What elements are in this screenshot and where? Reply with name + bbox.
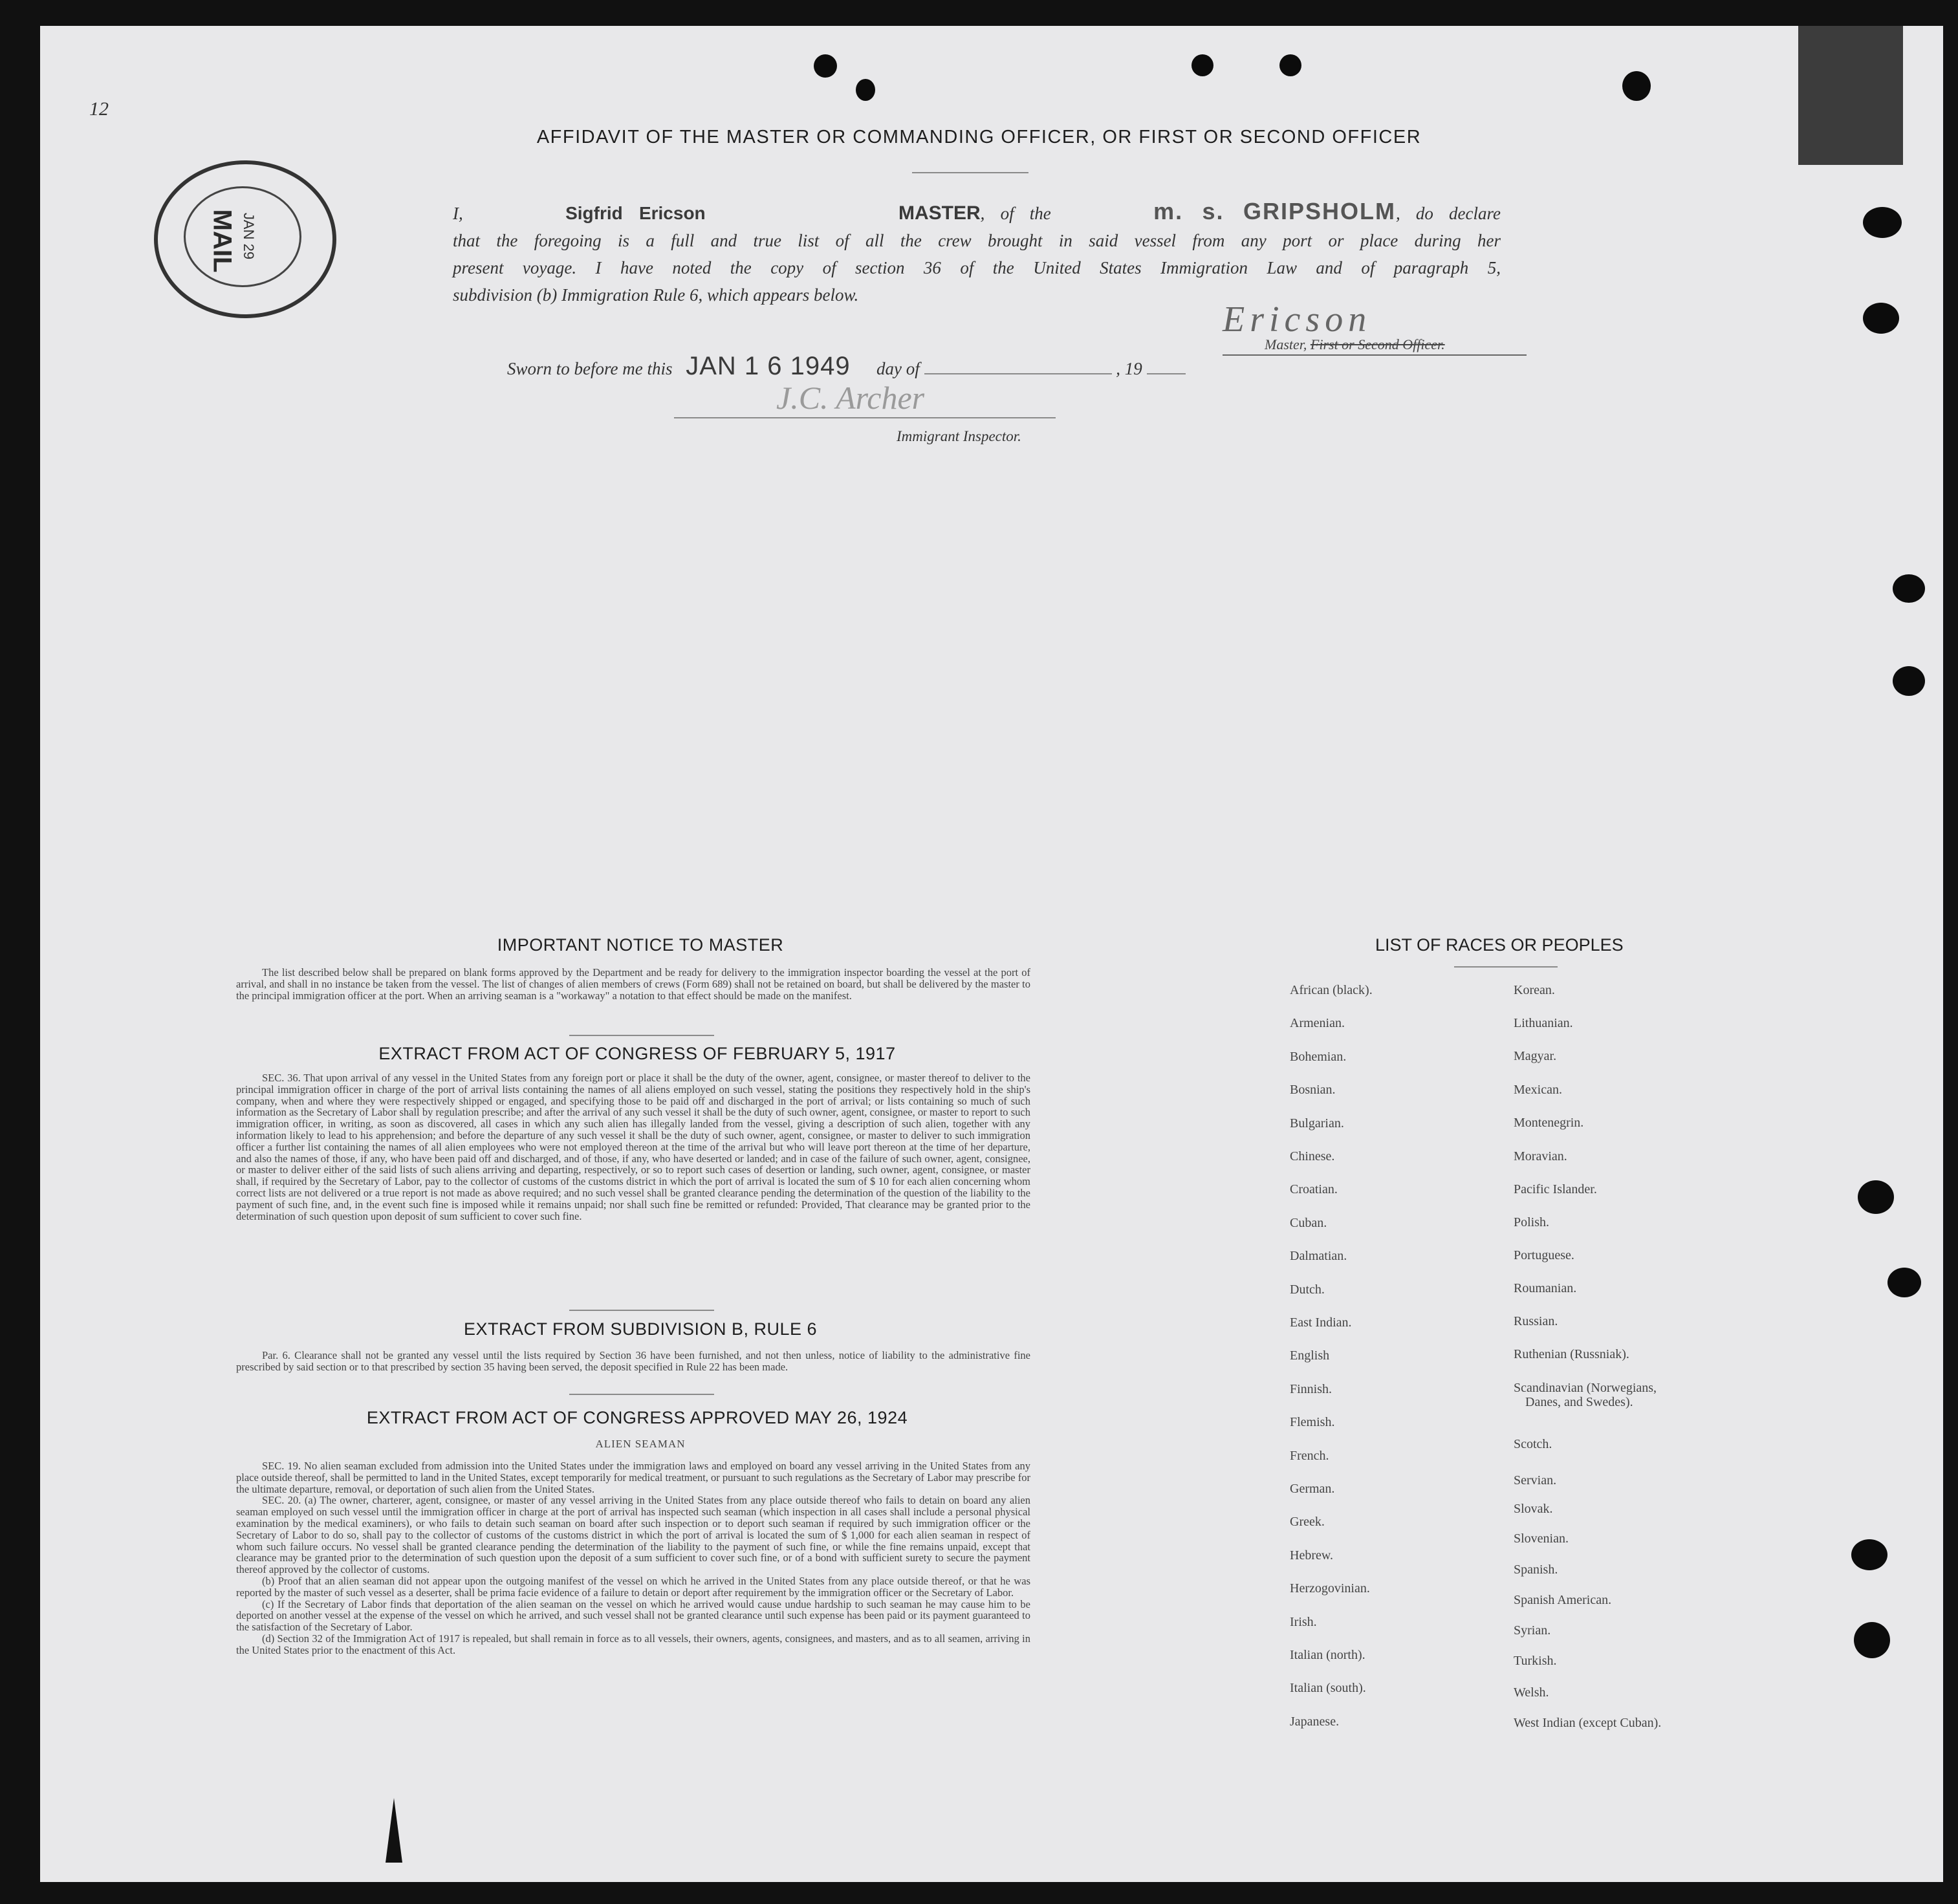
races-rule [1454, 966, 1558, 968]
race-item: Dutch. [1290, 1282, 1325, 1297]
race-item: Spanish. [1514, 1563, 1558, 1577]
signer-title-master: Master, [1265, 336, 1307, 352]
race-item: Moravian. [1514, 1149, 1567, 1163]
signer-title [1265, 336, 1445, 353]
race-item: Dalmatian. [1290, 1249, 1347, 1264]
vessel-stamp: m. s. GRIPSHOLM [1153, 198, 1396, 224]
race-item: Turkish. [1514, 1654, 1557, 1668]
line-prefix: I, [453, 204, 463, 223]
declaration-line-4: subdivision (b) Immigration Rule 6, which appears below. [453, 285, 859, 305]
declaration-block [453, 198, 1501, 308]
race-item: Bohemian. [1290, 1049, 1347, 1064]
declaration-line-1 [453, 198, 1501, 227]
punch-hole [1893, 574, 1925, 603]
race-item: Italian (south). [1290, 1681, 1366, 1696]
race-item: Servian. [1514, 1473, 1557, 1488]
punch-hole [1863, 207, 1902, 238]
affidavit-title: AFFIDAVIT OF THE MASTER OR COMMANDING OFFICER, OR FIRST OR SECOND OFFICER [536, 127, 1422, 147]
punch-hole [856, 79, 875, 101]
extract-1924-body [236, 1460, 1030, 1656]
inspector-title: Immigrant Inspector. [897, 428, 1021, 444]
race-item: West Indian (except Cuban). [1514, 1716, 1662, 1730]
year-prefix: , 19 [1116, 359, 1142, 378]
declaration-line-2: that the foregoing is a full and true list of all the crew brought in said vessel from any port or place during her [453, 231, 1501, 250]
stamp-date: JAN 29 [241, 212, 257, 260]
master-name: Sigfrid Ericson [565, 203, 706, 223]
race-item: Japanese. [1290, 1714, 1340, 1729]
race-item: Bulgarian. [1290, 1116, 1344, 1130]
race-item: Flemish. [1290, 1415, 1335, 1430]
notice-body: The list described below shall be prepared on blank forms approved by the Department and be ready for delivery to the immigration inspector boarding the vessel at the port of arrival, and shall in no instance be taken from the vessel. The list of changes of alien members of crews (Form 689) shall not be retained on board, but shall be delivered by the master to the principal immigration officer at the port. When an arriving seaman is a "workaway" a notation to that effect should be made on the manifest. [236, 966, 1030, 1002]
declaration-line-3: present voyage. I have noted the copy of section 36 of the United States Immigration Law and of paragraph 5, [453, 258, 1501, 277]
race-item: Lithuanian. [1514, 1016, 1573, 1030]
rule6-body: Par. 6. Clearance shall not be granted any vessel until the lists required by Section 36 have been furnished, and not then unless, notice of liability to the administrative fine prescribed by said section or to that prescribed by section 35 having been served, the deposit specified in Rule 22 has been made. [236, 1349, 1030, 1373]
race-item: Herzogovinian. [1290, 1581, 1370, 1596]
race-item: Syrian. [1514, 1623, 1551, 1638]
race-item: Portuguese. [1514, 1248, 1574, 1262]
sec-20a-paragraph: SEC. 20. (a) The owner, charterer, agent, consignee, or master of any vessel arriving in the United States from any place outside thereof who fails to detain on board any alien seaman employed on such vessel until the immigration officer in charge at the port of arrival has inspected such seaman (which inspection in all cases shall include a personal physical examination by the medical examiners), or who fails to detain such seaman on board after such inspection or to deport such seaman if required by such immigration officer or the Secretary of Labor to do so, shall pay to the collector of customs of the customs district in which the port of arrival is located the sum of $ 1,000 for each alien seaman in respect of whom such failure occurs. No vessel shall be granted clearance pending the determination of the liability to the payment of such fine, or while the fine remains unpaid, except that clearance may be granted prior to the determination of such question upon the deposit of a sum sufficient to cover such fine, or of a bond with sufficient surety to secure the payment thereof approved by the collector of customs. [236, 1494, 1030, 1576]
rule6-heading: EXTRACT FROM SUBDIVISION B, RULE 6 [463, 1319, 818, 1339]
race-item: Pacific Islander. [1514, 1182, 1597, 1196]
race-item: Slovak. [1514, 1502, 1553, 1516]
sworn-line [507, 352, 1186, 381]
race-item: Armenian. [1290, 1016, 1345, 1031]
day-of-text: day of [876, 359, 920, 378]
punch-hole [1191, 54, 1213, 76]
title-rule [912, 172, 1028, 173]
race-item: Finnish. [1290, 1381, 1333, 1396]
section-rule [569, 1035, 714, 1036]
race-item: Greek. [1290, 1515, 1325, 1530]
master-signature: Ericson [1223, 299, 1372, 340]
of-the-text: , of the [980, 204, 1051, 223]
alien-seaman-subheading: ALIEN SEAMAN [595, 1438, 686, 1450]
race-item: Chinese. [1290, 1149, 1335, 1163]
race-item: Roumanian. [1514, 1281, 1577, 1295]
race-item: Polish. [1514, 1215, 1550, 1229]
stamp-text: MAIL [208, 209, 237, 273]
signature-line [1223, 354, 1527, 356]
postmark-stamp [154, 160, 336, 318]
sworn-date-stamp: JAN 1 6 1949 [686, 352, 851, 380]
punch-hole [1279, 54, 1301, 76]
race-item: Slovenian. [1514, 1531, 1569, 1546]
race-item: Hebrew. [1290, 1548, 1334, 1563]
inspector-signature: J.C. Archer [776, 380, 925, 416]
race-item: Magyar. [1514, 1049, 1557, 1063]
race-item: German. [1290, 1482, 1335, 1496]
race-item: Danes, and Swedes). [1525, 1395, 1633, 1409]
inspector-signature-line [674, 417, 1056, 418]
section-rule [569, 1310, 714, 1311]
race-item: Croatian. [1290, 1182, 1338, 1197]
sec-20c-paragraph: (c) If the Secretary of Labor finds that deportation of the alien seaman on the vessel on which he arrived would cause undue hardship to such seaman he may cause him to be deported on another vessel at the expense of the vessel on which he arrived, and such vessel shall not be granted clearance until such expense has been paid or its payment guaranteed to the satisfaction of the Secretary of Labor. [236, 1597, 1030, 1634]
punch-hole [1893, 666, 1925, 696]
race-item: Montenegrin. [1514, 1116, 1584, 1130]
race-item: English [1290, 1348, 1330, 1363]
race-item: Russian. [1514, 1314, 1558, 1328]
race-item: Italian (north). [1290, 1648, 1365, 1662]
race-item: Bosnian. [1290, 1083, 1336, 1098]
section-rule [569, 1394, 714, 1395]
signer-title-struck: First or Second Officer. [1310, 336, 1445, 352]
sworn-prefix: Sworn to before me this [507, 359, 673, 378]
punch-hole [1887, 1268, 1921, 1297]
race-item: Irish. [1290, 1614, 1317, 1629]
race-item: French. [1290, 1448, 1329, 1463]
race-item: Mexican. [1514, 1083, 1562, 1097]
punch-hole [1858, 1180, 1894, 1214]
sec-20b-paragraph: (b) Proof that an alien seaman did not appear upon the outgoing manifest of the vessel on which he arrived in the United States from any place outside thereof, or that he was reported by the master of such vessel as a deserter, shall be prima facie evidence of a failure to detain or deport after requirement by the immigration officer or the Secretary of Labor. [236, 1574, 1030, 1599]
race-item: African (black). [1290, 983, 1373, 997]
race-item: Korean. [1514, 983, 1555, 997]
race-item: Welsh. [1514, 1685, 1549, 1700]
punch-hole [1622, 71, 1651, 101]
sec-19-paragraph: SEC. 19. No alien seaman excluded from admission into the United States under the immigration laws and employed on board any vessel arriving in the United States from any place outside thereof, shall be permitted to land in the United States, except temporarily for medical treatment, or pursuant to such regulations as the Secretary of Labor may prescribe for the ultimate departure, removal, or deportation of such alien from the United States. [236, 1460, 1030, 1495]
extract-1917-heading: EXTRACT FROM ACT OF CONGRESS OF FEBRUARY 5, 1917 [378, 1044, 896, 1063]
race-item: Ruthenian (Russniak). [1514, 1347, 1629, 1361]
race-item: Scotch. [1514, 1437, 1552, 1451]
extract-1924-heading: EXTRACT FROM ACT OF CONGRESS APPROVED MAY 26, 1924 [366, 1408, 908, 1427]
page-number: 12 [89, 98, 109, 120]
race-item: Spanish American. [1514, 1593, 1612, 1607]
sec-20d-paragraph: (d) Section 32 of the Immigration Act of 1917 is repealed, but shall remain in force as to all vessels, their owners, agents, consignees, and masters, and as to all seamen, arriving in the United States prior to the enactment of this Act. [236, 1632, 1030, 1656]
extract-1917-body: SEC. 36. That upon arrival of any vessel in the United States from any foreign port or place it shall be the duty of the owner, agent, consignee, or master thereof to deliver to the principal immigration officer in charge of the port of arrival lists containing the names of all aliens employed on such vessel, stating the positions they respectively hold in the ship's company, when and where they were respectively shipped or engaged, and specifying those to be paid off and discharged in the port of arrival; or lists containing so much of such information as the Secretary of Labor shall by regulation prescribe; and after the arrival of any such vessel it shall be the duty of such owner, agent, consignee, or master to report to such immigration officer, in writing, as soon as discovered, all cases in which any such alien has illegally landed from the vessel, giving a description of such alien, together with any information likely to lead to his apprehension; and before the departure of any such vessel it shall be the duty of such owner, agent, consignee, or master to deliver to such immigration officer a further list containing the names of all alien employees who were not employed thereon at the time of the arrival but who will leave port thereon at the time of her departure, and also the names of those, if any, who have been paid off and discharged, and of those, if any, who have deserted or landed; and in case of the failure of such owner, agent, consignee, or master to deliver either of the said lists of such aliens arriving and departing, respectively, or so to report such cases of desertion or landing, such owner, agent, consignee, or master shall, if required by the Secretary of Labor, pay to the collector of customs of the customs district in which the port of arrival is located the sum of $ 10 for each alien concerning whom correct lists are not delivered or a true report is not made as above required; and no such vessel shall be granted clearance pending the determination of the question of the liability to the payment of such fine, and, in the event such fine is imposed while it remains unpaid; nor shall such fine be remitted or refunded: Provided, That clearance may be granted prior to the determination of such question upon deposit of sum sufficient to cover such fine. [236, 1072, 1030, 1222]
race-item: Scandinavian (Norwegians, [1514, 1381, 1657, 1395]
races-heading: LIST OF RACES OR PEOPLES [1375, 935, 1624, 955]
punch-hole [1863, 303, 1899, 334]
declare-text: , do declare [1395, 204, 1501, 223]
notice-heading: IMPORTANT NOTICE TO MASTER [497, 935, 784, 955]
punch-hole [814, 54, 837, 78]
punch-hole [1851, 1539, 1887, 1570]
punch-hole [1854, 1622, 1890, 1658]
rank-stamp: MASTER [898, 202, 981, 224]
race-item: Cuban. [1290, 1215, 1327, 1230]
race-item: East Indian. [1290, 1315, 1352, 1330]
